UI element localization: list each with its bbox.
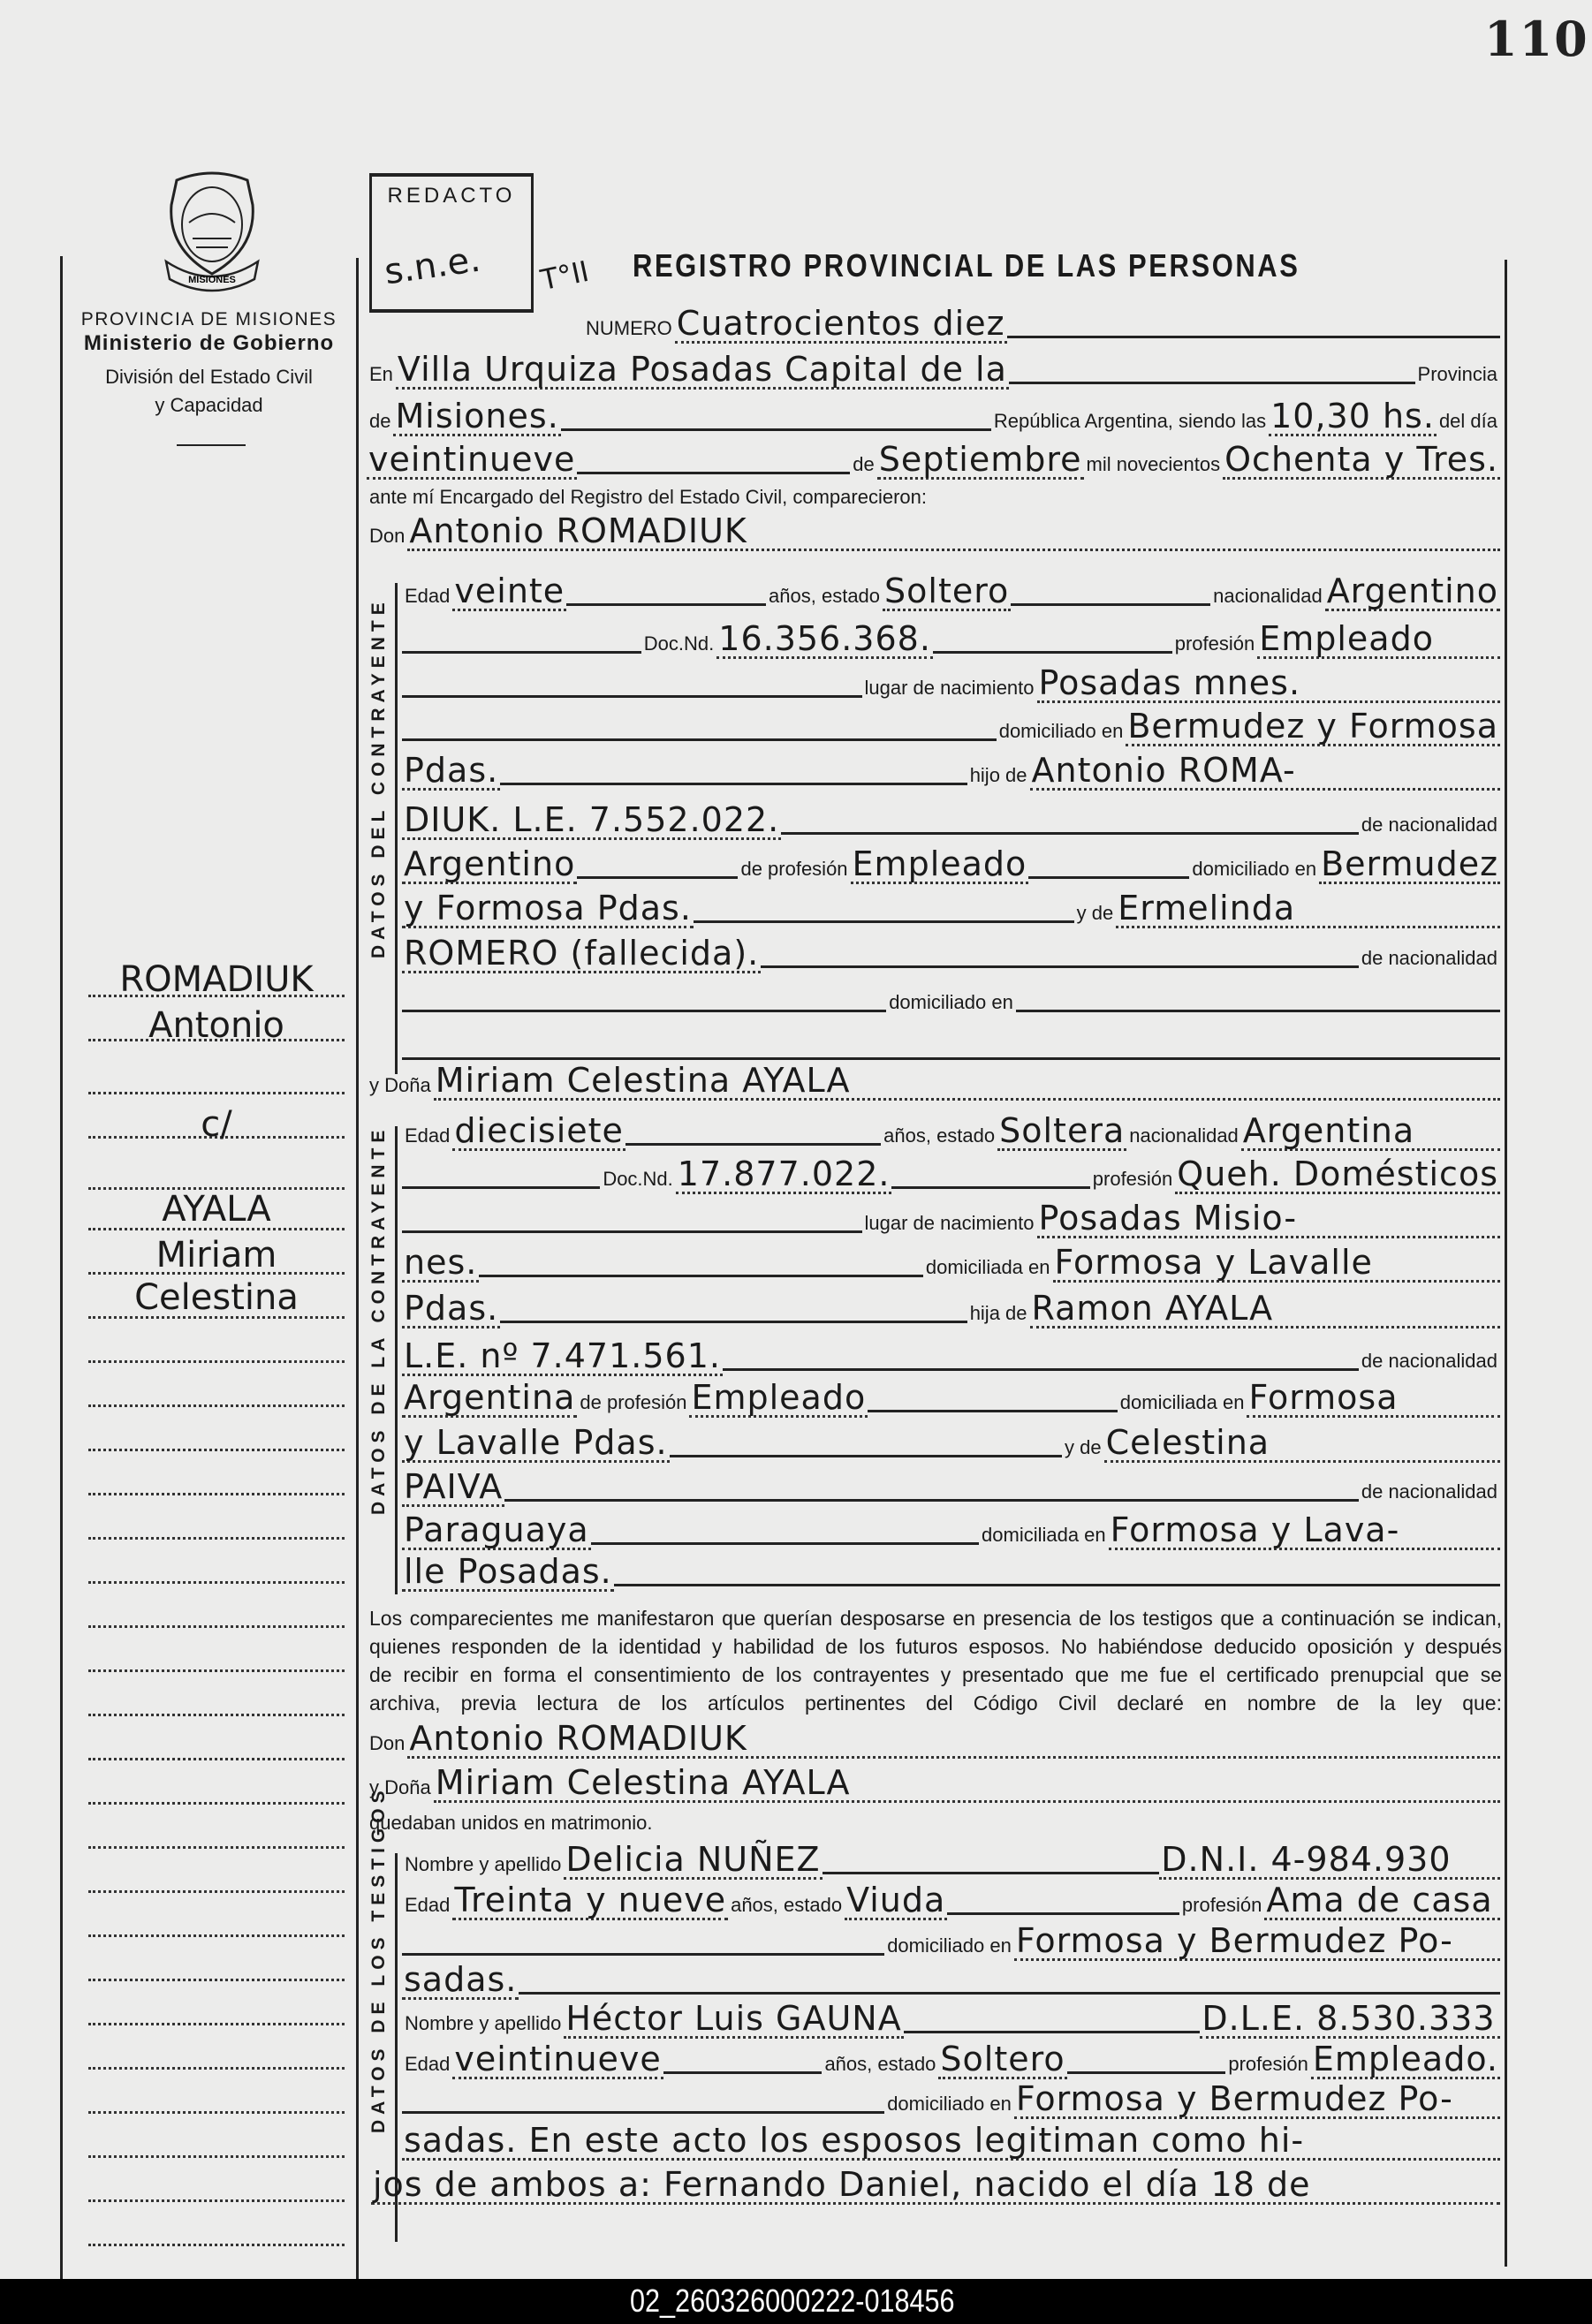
value-padre-domic-cont: y Formosa Pdas. (404, 889, 692, 927)
sidebar-divider (177, 444, 246, 446)
label-profesion: profesión (1174, 632, 1255, 655)
form-row (367, 1051, 1500, 1101)
svg-text:MISIONES: MISIONES (188, 275, 236, 285)
label-ante-label: ante mí Encargado del Registro del Estado Civil, comparecieron: (369, 486, 927, 508)
form-row (402, 1101, 1500, 1151)
label-de-nacionalidad: de nacionalidad (1361, 814, 1497, 836)
margin-dotted-line (88, 1449, 345, 1451)
label-del-dia-label: del día (1438, 410, 1497, 432)
value-padre: Antonio ROMA- (1030, 753, 1500, 791)
value-domicilio-cont: Pdas. (404, 751, 499, 790)
margin-name: AYALA (162, 1189, 271, 1230)
value-mes: Septiembre (878, 440, 1082, 479)
value-lugar-nac: Posadas Misio- (1037, 1200, 1501, 1238)
label-anios-estado: años, estado (769, 585, 881, 607)
label-y-de: y de (1065, 1436, 1102, 1458)
value-profesion: Empleado (1257, 621, 1500, 659)
label-domiciliado: domiciliado en (887, 2093, 1012, 2115)
form-row (402, 924, 1500, 973)
value-dona: Miriam Celestina AYALA (434, 1063, 1500, 1101)
value-t2-domicilio: Formosa y Bermudez Po- (1014, 2081, 1500, 2119)
value-padre-domic: Bermudez (1321, 844, 1499, 883)
value-padre-cont: L.E. nº 7.471.561. (404, 1336, 721, 1375)
redacto-label: REDACTO (387, 184, 516, 208)
value-t1-doc: D.N.I. 4-984.930 (1159, 1842, 1500, 1880)
form-row (402, 1189, 1500, 1238)
value-lugar: Villa Urquiza Posadas Capital de la (397, 350, 1007, 389)
contrayente-box-border (395, 583, 398, 1074)
province-name: PROVINCIA DE MISIONES (80, 309, 337, 329)
form-row (583, 294, 1500, 344)
form-row (402, 1233, 1500, 1283)
value-dia: veintinueve (368, 440, 576, 479)
value-estado: Soltera (999, 1111, 1126, 1150)
form-row (367, 387, 1500, 436)
margin-dotted-line (88, 1890, 345, 1893)
fill-line (1011, 603, 1210, 606)
fill-line (566, 603, 766, 606)
redacto-value: s.n.e. (382, 238, 483, 293)
fill-line (402, 1010, 886, 1012)
label-nacionalidad: nacionalidad (1213, 585, 1323, 607)
value-domicilio: Bermudez y Formosa (1127, 707, 1498, 746)
value-padre-cont: DIUK. L.E. 7.552.022. (404, 800, 780, 839)
label-de-label: de (369, 410, 391, 432)
value-padre-domic: Formosa (1247, 1380, 1500, 1418)
label-de-profesion: de profesión (740, 858, 848, 880)
margin-dotted-line (88, 1758, 345, 1760)
value-edad: veinte (454, 572, 565, 610)
declaration-line: de recibir en forma el consentimiento de los contrayentes y presentado que me fue el certificado prenupcial que se (369, 1663, 1502, 1686)
label-domiciliada: domiciliada en (1119, 1391, 1245, 1413)
value-padre-nac: Argentino (404, 844, 576, 883)
label-edad: Edad (405, 585, 451, 607)
tomo-annotation: T°II (537, 254, 592, 298)
value-madre-domic-cont: lle Posadas. (404, 1552, 612, 1591)
value-doc: 16.356.368. (718, 619, 931, 658)
label-edad: Edad (405, 1124, 451, 1147)
division-name: División del Estado Civil (105, 366, 313, 388)
margin-dotted-line (88, 1802, 345, 1805)
value-t1-edad: Treinta y nueve (454, 1881, 727, 1919)
margin-name: Miriam (155, 1235, 277, 1276)
label-edad: Edad (405, 1894, 451, 1916)
value-don: Antonio ROMADIUK (407, 513, 1500, 551)
form-row (371, 2155, 1500, 2205)
value-nota-2: jos de ambos a: Fernando Daniel, nacido el día 18 de (371, 2167, 1500, 2205)
margin-name: ROMADIUK (119, 959, 314, 1000)
margin-dotted-line (88, 2111, 345, 2114)
form-row (402, 1145, 1500, 1194)
fill-line (500, 1321, 967, 1323)
label-don-label: Don (369, 525, 406, 547)
label-de-nacionalidad: de nacionalidad (1361, 1350, 1497, 1372)
value-t1-profesion: Ama de casa (1264, 1882, 1500, 1920)
label-nombre: Nombre y apellido (405, 1853, 562, 1875)
margin-dotted-line (88, 2155, 345, 2158)
value-t2-estado: Soltero (940, 2040, 1065, 2078)
value-madre-cont: ROMERO (fallecida). (404, 934, 760, 973)
label-republica-label: República Argentina, siendo las (993, 410, 1267, 432)
value-nacionalidad: Argentina (1241, 1113, 1500, 1151)
value-domicilio-cont: Pdas. (404, 1289, 499, 1328)
value-provincia: Misiones. (395, 397, 559, 435)
label-anios-estado: años, estado (731, 1894, 843, 1916)
value-t1-estado: Viuda (846, 1881, 946, 1919)
value-edad: diecisiete (454, 1111, 624, 1150)
margin-dotted-line (88, 1404, 345, 1407)
division-name-cont: y Capacidad (155, 394, 263, 416)
value-t2-doc: D.L.E. 8.530.333 (1200, 2001, 1500, 2039)
value-t2-profesion: Empleado. (1312, 2040, 1498, 2078)
value-estado: Soltero (884, 572, 1010, 610)
contrayente-box-border (395, 1126, 398, 1594)
document-title: REGISTRO PROVINCIAL DE LAS PERSONAS (633, 247, 1300, 284)
margin-dotted-line (88, 1846, 345, 1849)
value-padre: Ramon AYALA (1030, 1291, 1500, 1329)
value-lugar-nac-cont: nes. (404, 1243, 478, 1282)
form-row (402, 1279, 1500, 1329)
value-nota-1: sadas. En este acto los esposos legitiman como hi- (402, 2123, 1500, 2161)
margin-dotted-line (88, 1493, 345, 1495)
label-domiciliada: domiciliada en (925, 1256, 1050, 1278)
value-anio: Ochenta y Tres. (1224, 440, 1498, 479)
value-t1-domicilio: Formosa y Bermudez Po- (1014, 1923, 1500, 1961)
form-row (402, 879, 1500, 928)
margin-dotted-line (88, 1934, 345, 1937)
value-dona: Miriam Celestina AYALA (434, 1765, 1500, 1803)
page-number: 110 (1484, 11, 1589, 67)
value-madre: Ermelinda (1116, 890, 1500, 928)
label-de-label: de (853, 453, 875, 475)
label-provincia-label: Provincia (1417, 363, 1497, 385)
sidebar-right-border (356, 258, 359, 2279)
form-row (402, 609, 1500, 659)
label-doc: Doc.Nd. (603, 1168, 673, 1190)
label-domiciliado: domiciliado en (1192, 858, 1317, 880)
margin-dotted-line (88, 1360, 345, 1363)
label-nacionalidad: nacionalidad (1129, 1124, 1239, 1147)
label-domiciliado: domiciliado en (887, 1934, 1012, 1957)
form-row (367, 340, 1500, 390)
form-row (402, 562, 1500, 611)
label-domiciliada: domiciliada en (982, 1524, 1106, 1546)
label-lugar-nac: lugar de nacimiento (864, 677, 1035, 699)
value-numero: Cuatrocientos diez (676, 304, 1005, 343)
form-row (402, 2111, 1500, 2161)
value-madre: Celestina (1104, 1425, 1500, 1463)
fill-line (479, 1275, 923, 1277)
margin-dotted-line (88, 2067, 345, 2070)
margin-dotted-line (88, 1625, 345, 1628)
label-de-nacionalidad: de nacionalidad (1361, 1480, 1497, 1503)
value-padre-domic-cont: y Lavalle Pdas. (404, 1423, 668, 1462)
margin-dotted-line (88, 1669, 345, 1672)
form-row (402, 1413, 1500, 1463)
label-profesion: profesión (1092, 1168, 1173, 1190)
form-row (402, 1368, 1500, 1418)
fill-line (500, 783, 967, 785)
value-madre-nac: Paraguaya (404, 1510, 589, 1549)
label-en-label: En (369, 363, 393, 385)
form-row (402, 835, 1500, 884)
label-closing: quedaban unidos en matrimonio. (369, 1812, 653, 1834)
form-row (402, 654, 1500, 703)
label-lugar-nac: lugar de nacimiento (864, 1212, 1035, 1234)
fill-line (1016, 1010, 1500, 1012)
label-de-profesion: de profesión (580, 1391, 687, 1413)
form-row (402, 1457, 1500, 1507)
value-t1-nombre: Delicia NUÑEZ (565, 1840, 821, 1879)
main-right-border (1505, 260, 1507, 2267)
value-madre-cont: PAIVA (404, 1467, 504, 1506)
value-t2-edad: veintinueve (454, 2040, 662, 2078)
margin-dotted-line (88, 2023, 345, 2025)
value-doc: 17.877.022. (677, 1154, 891, 1193)
value-padre-prof: Empleado (852, 844, 1027, 883)
margin-dotted-line (88, 2199, 345, 2202)
redacto-box (369, 173, 534, 313)
ministry-name: Ministerio de Gobierno (83, 331, 335, 355)
label-don: Don (369, 1732, 406, 1754)
label-hija: hija de (969, 1302, 1027, 1324)
label-y-dona: y Doña (369, 1074, 431, 1096)
value-lugar-nac: Posadas mnes. (1037, 665, 1501, 703)
value-profesion: Queh. Domésticos (1177, 1154, 1498, 1193)
label-de-nacionalidad: de nacionalidad (1361, 947, 1497, 969)
label-domiciliado: domiciliado en (889, 991, 1013, 1013)
value-don: Antonio ROMADIUK (407, 1721, 1500, 1759)
fill-line (1009, 382, 1415, 384)
label-hijo: hijo de (969, 764, 1027, 786)
form-row (402, 697, 1500, 746)
declaration-line: quienes responden de la identidad y habilidad de los futuros esposos. No habiéndose deducido oposición y después (369, 1635, 1502, 1658)
margin-name: Celestina (134, 1277, 299, 1318)
sidebar-left-border (60, 256, 63, 2279)
label-anios-estado: años, estado (883, 1124, 996, 1147)
margin-dotted-line (88, 1537, 345, 1540)
fill-line (614, 1584, 1500, 1586)
margin-dotted-line (88, 1979, 345, 1981)
value-t1-domicilio-cont: sadas. (404, 1960, 518, 1999)
label-y-de: y de (1076, 902, 1114, 924)
value-domicilio: Formosa y Lavalle (1053, 1245, 1501, 1283)
fill-line (694, 920, 1074, 923)
label-mil-label: mil novecientos (1086, 453, 1221, 475)
value-madre-domic: Formosa y Lava- (1109, 1512, 1500, 1550)
margin-dotted-line (88, 1092, 345, 1094)
form-row (402, 741, 1500, 791)
label-doc: Doc.Nd. (643, 632, 715, 655)
label-profesion: profesión (1181, 1894, 1262, 1916)
label-nombre: Nombre y apellido (405, 2012, 562, 2034)
margin-dotted-line (88, 2244, 345, 2246)
margin-name: c/ (201, 1104, 232, 1145)
form-row (402, 968, 1500, 1018)
form-row (402, 1542, 1500, 1592)
document-id: 02_260326000222-018456 (630, 2282, 955, 2319)
fill-line (868, 1410, 1118, 1412)
label-anios-estado: años, estado (824, 2053, 936, 2075)
label-numero-label: NUMERO (586, 317, 672, 339)
label-profesion: profesión (1228, 2053, 1308, 2075)
section-label-contrayente: DATOS DEL CONTRAYENTE (368, 597, 389, 958)
value-padre-prof: Empleado (691, 1378, 867, 1417)
fill-line (1007, 336, 1500, 338)
margin-name: Antonio (148, 1005, 284, 1046)
section-label-contrayente-2: DATOS DE LA CONTRAYENTE (368, 1124, 389, 1515)
value-hora: 10,30 hs. (1270, 397, 1435, 435)
label-domiciliado: domiciliado en (998, 720, 1124, 742)
margin-dotted-line (88, 1714, 345, 1716)
declaration-line: Los comparecientes me manifestaron que querían desposarse en presencia de los testigos que a continuación se indican, (369, 1607, 1502, 1630)
declaration-line: archiva, previa lectura de los artículos pertinentes del Código Civil declaré en nombre de la ley que: (369, 1692, 1502, 1715)
form-row (367, 502, 1500, 551)
margin-dotted-line (88, 1581, 345, 1584)
form-row (402, 791, 1500, 840)
section-label-testigos: DATOS DE LOS TESTIGOS (368, 1785, 389, 2133)
value-nacionalidad: Argentino (1326, 572, 1499, 610)
value-t2-nombre: Héctor Luis GAUNA (565, 1999, 902, 2038)
label-y-dona: y Doña (369, 1776, 431, 1798)
value-padre-nac: Argentina (404, 1378, 576, 1417)
provincial-seal-logo (157, 170, 267, 293)
label-edad: Edad (405, 2053, 451, 2075)
footer-bar (0, 2279, 1592, 2324)
